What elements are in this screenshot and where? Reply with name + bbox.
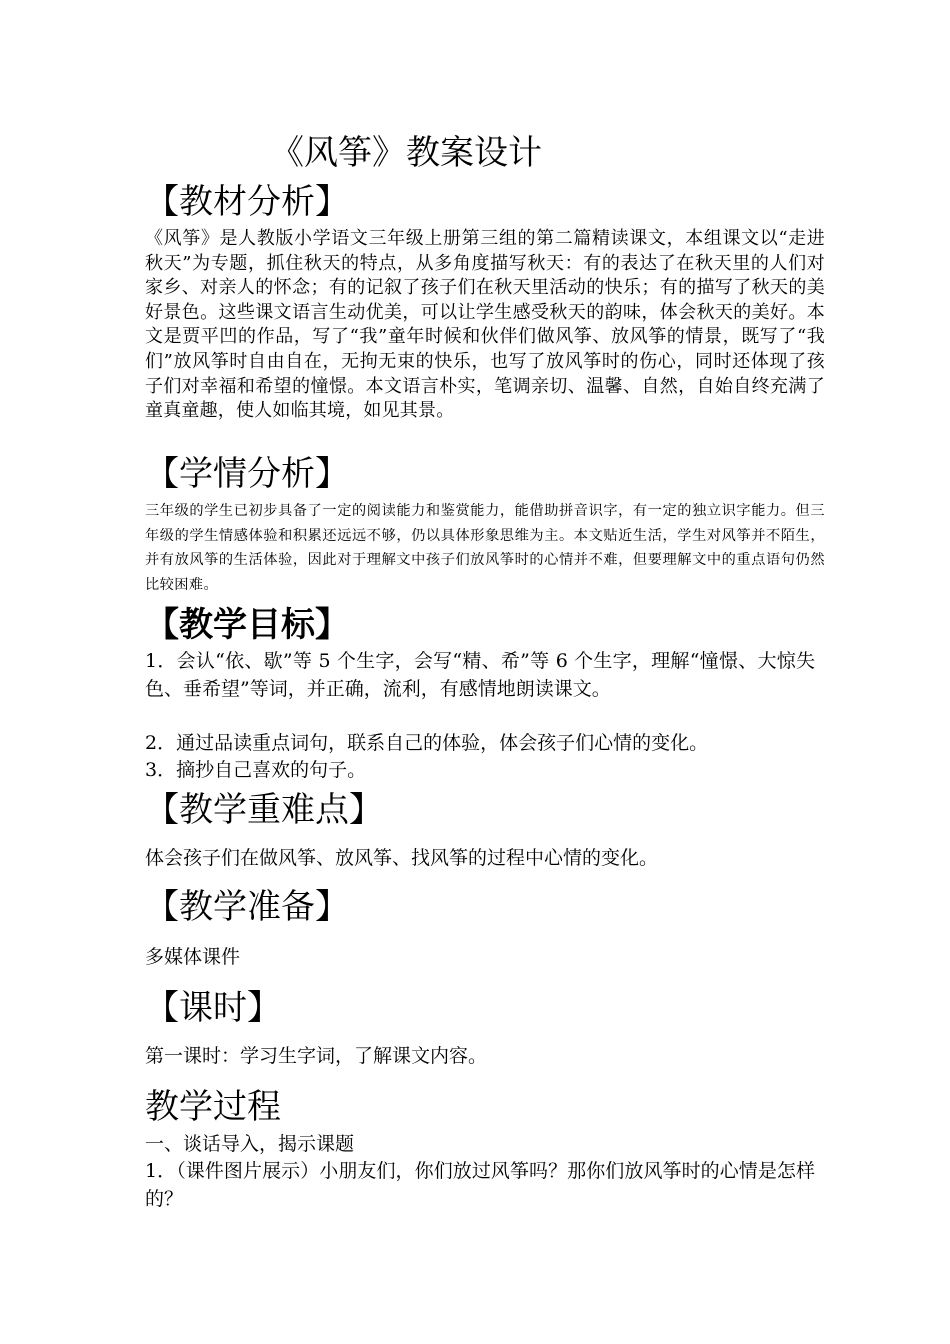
paragraph-class-period: 第一课时：学习生字词，了解课文内容。 — [145, 1045, 488, 1067]
heading-teaching-process: 教学过程 — [145, 1087, 281, 1127]
goal-item-3: 3．摘抄自己喜欢的句子。 — [145, 759, 367, 781]
paragraph-student-analysis: 三年级的学生已初步具备了一定的阅读能力和鉴赏能力，能借助拼音识字，有一定的独立识字能力。但三年级的学生情感体验和积累还远远不够，仍以具体形象思维为主。本文贴近生活，学生对风筝并不陌生，并有放风筝的生活体验，因此对于理解文中孩子们放风筝时的心情并不难，但要理解文中的重点语句仍然比较困难。 — [145, 503, 825, 593]
process-step-item-1: 1．（课件图片展示）小朋友们，你们放过风筝吗？那你们放风筝时的心情是怎样的？ — [145, 1160, 815, 1210]
paragraph-key-points: 体会孩子们在做风筝、放风筝、找风筝的过程中心情的变化。 — [145, 847, 659, 869]
paragraph-material-analysis: 《风筝》是人教版小学语文三年级上册第三组的第二篇精读课文，本组课文以“走进秋天”为专题，抓住秋天的特点，从多角度描写秋天：有的表达了在秋天里的人们对家乡、对亲人的怀念；有的记叙了孩子们在秋天里活动的快乐；有的描写了秋天的美好景色。这些课文语言生动优美，可以让学生感受秋天的韵味，体会秋天的美好。本文是贾平凹的作品，写了“我”童年时候和伙伴们做风筝、放风筝的情景，既写了“我们”放风筝时自由自在，无拘无束的快乐，也写了放风筝时的伤心，同时还体现了孩子们对幸福和希望的憧憬。本文语言朴实，笔调亲切、温馨、自然，自始自终充满了童真童趣，使人如临其境，如见其景。 — [145, 228, 825, 422]
document-title: 《风筝》教案设计 — [270, 133, 542, 173]
heading-student-analysis: 【学情分析】 — [145, 454, 349, 494]
paragraph-preparation: 多媒体课件 — [145, 946, 241, 968]
heading-key-points: 【教学重难点】 — [145, 790, 383, 830]
heading-class-period: 【课时】 — [145, 988, 281, 1028]
process-step-title: 一、谈话导入，揭示课题 — [145, 1133, 355, 1155]
heading-teaching-goals: 【教学目标】 — [145, 605, 349, 645]
goal-item-2: 2．通过品读重点词句，联系自己的体验，体会孩子们心情的变化。 — [145, 732, 709, 754]
heading-preparation: 【教学准备】 — [145, 887, 349, 927]
heading-material-analysis: 【教材分析】 — [145, 182, 349, 222]
goal-item-1: 1．会认“依、歇”等 5 个生字，会写“精、希”等 6 个生字，理解“憧憬、大惊失色、垂希望”等词，并正确，流利，有感情地朗读课文。 — [145, 650, 815, 700]
